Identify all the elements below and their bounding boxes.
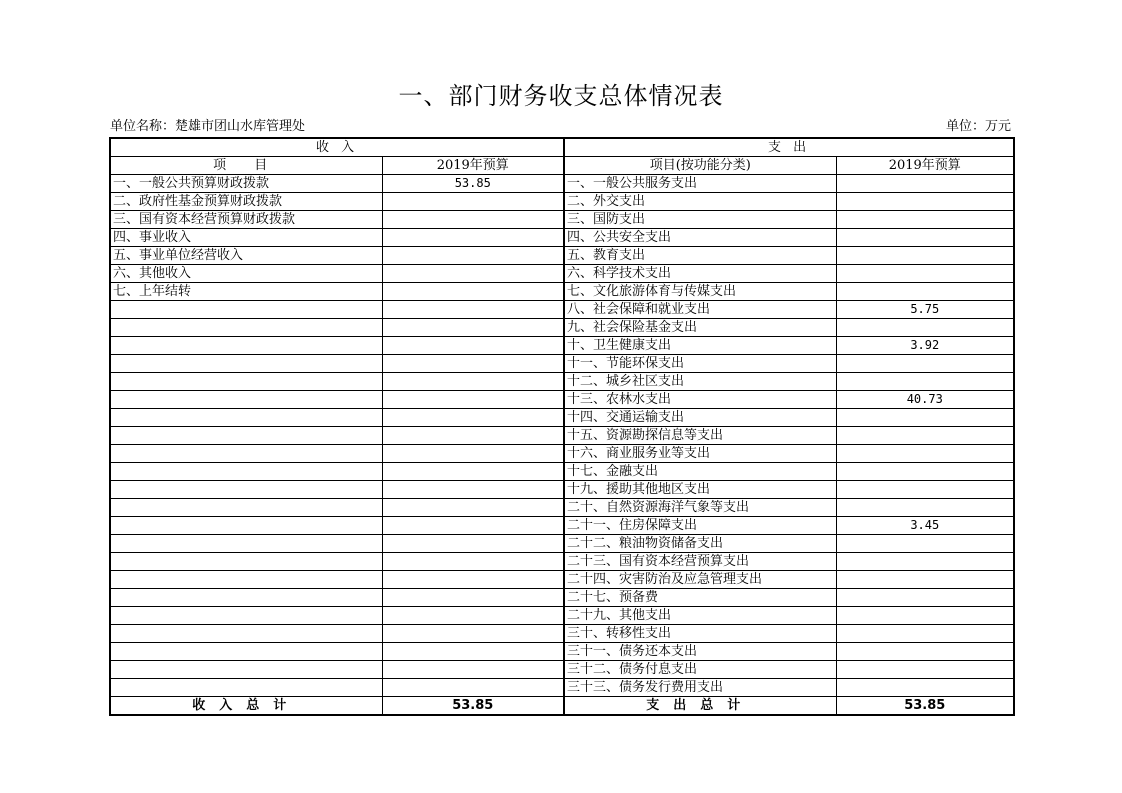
income-value-cell <box>382 481 564 499</box>
expense-item-cell: 二十、自然资源海洋气象等支出 <box>564 499 836 517</box>
table-row <box>110 607 1014 625</box>
table-row <box>110 247 1014 265</box>
income-value-cell <box>382 571 564 589</box>
expense-value-cell <box>836 607 1014 625</box>
income-item-cell: 七、上年结转 <box>110 283 382 301</box>
expense-value-cell <box>836 481 1014 499</box>
income-value-cell <box>382 517 564 535</box>
expense-value-cell <box>836 589 1014 607</box>
income-item-cell <box>110 445 382 463</box>
table-row <box>110 319 1014 337</box>
income-item-cell <box>110 355 382 373</box>
income-value-cell <box>382 643 564 661</box>
income-item-cell: 五、事业单位经营收入 <box>110 247 382 265</box>
expense-value-cell <box>836 319 1014 337</box>
income-item-cell <box>110 607 382 625</box>
table-row <box>110 463 1014 481</box>
income-value-cell <box>382 355 564 373</box>
income-value-cell <box>382 607 564 625</box>
expense-item-cell: 六、科学技术支出 <box>564 265 836 283</box>
expense-item-cell: 三、国防支出 <box>564 211 836 229</box>
expense-item-cell: 二十二、粮油物资储备支出 <box>564 535 836 553</box>
expense-value-cell: 3.92 <box>836 337 1014 355</box>
budget-table <box>109 137 1015 716</box>
expense-value-cell <box>836 499 1014 517</box>
expense-item-cell: 十六、商业服务业等支出 <box>564 445 836 463</box>
income-total-label: 收入总计 <box>110 697 382 716</box>
income-item-cell: 三、国有资本经营预算财政拨款 <box>110 211 382 229</box>
expense-item-cell: 二十三、国有资本经营预算支出 <box>564 553 836 571</box>
table-row <box>110 301 1014 319</box>
expense-value-cell: 5.75 <box>836 301 1014 319</box>
income-value-cell <box>382 679 564 697</box>
expense-item-header: 项目(按功能分类) <box>564 157 836 175</box>
expense-item-cell: 三十、转移性支出 <box>564 625 836 643</box>
expense-item-cell: 二、外交支出 <box>564 193 836 211</box>
income-value-cell <box>382 445 564 463</box>
table-row <box>110 265 1014 283</box>
table-row <box>110 337 1014 355</box>
expense-value-cell <box>836 193 1014 211</box>
expense-item-cell: 二十四、灾害防治及应急管理支出 <box>564 571 836 589</box>
income-item-cell: 一、一般公共预算财政拨款 <box>110 175 382 193</box>
expense-item-cell: 十、卫生健康支出 <box>564 337 836 355</box>
expense-item-cell: 十二、城乡社区支出 <box>564 373 836 391</box>
table-row <box>110 553 1014 571</box>
income-item-cell: 六、其他收入 <box>110 265 382 283</box>
expense-item-cell: 二十九、其他支出 <box>564 607 836 625</box>
income-value-cell <box>382 589 564 607</box>
income-value-cell <box>382 661 564 679</box>
expense-value-cell <box>836 571 1014 589</box>
table-row <box>110 427 1014 445</box>
expense-item-cell: 十三、农林水支出 <box>564 391 836 409</box>
income-value-cell <box>382 409 564 427</box>
income-value-cell <box>382 427 564 445</box>
total-row <box>110 697 1014 716</box>
income-value-cell <box>382 535 564 553</box>
income-total-value: 53.85 <box>382 697 564 716</box>
income-value-cell <box>382 229 564 247</box>
expense-value-cell <box>836 229 1014 247</box>
table-row <box>110 175 1014 193</box>
expense-item-cell: 三十一、债务还本支出 <box>564 643 836 661</box>
expense-item-cell: 三十二、债务付息支出 <box>564 661 836 679</box>
expense-item-cell: 十四、交通运输支出 <box>564 409 836 427</box>
income-item-cell <box>110 463 382 481</box>
expense-value-cell <box>836 247 1014 265</box>
income-value-cell: 53.85 <box>382 175 564 193</box>
income-item-cell <box>110 625 382 643</box>
expense-item-cell: 三十三、债务发行费用支出 <box>564 679 836 697</box>
income-item-cell <box>110 589 382 607</box>
expense-item-cell: 十五、资源勘探信息等支出 <box>564 427 836 445</box>
income-item-cell <box>110 517 382 535</box>
table-row <box>110 535 1014 553</box>
income-header: 收 入 <box>110 138 564 157</box>
expense-item-cell: 十九、援助其他地区支出 <box>564 481 836 499</box>
expense-total-value: 53.85 <box>836 697 1014 716</box>
table-row <box>110 517 1014 535</box>
expense-item-cell: 七、文化旅游体育与传媒支出 <box>564 283 836 301</box>
expense-value-cell <box>836 409 1014 427</box>
income-item-cell <box>110 499 382 517</box>
income-item-cell <box>110 319 382 337</box>
table-row <box>110 283 1014 301</box>
income-item-header: 项 目 <box>110 157 382 175</box>
table-row <box>110 193 1014 211</box>
income-value-cell <box>382 373 564 391</box>
expense-header: 支 出 <box>564 138 1014 157</box>
income-budget-header: 2019年预算 <box>382 157 564 175</box>
expense-value-cell <box>836 625 1014 643</box>
income-value-cell <box>382 265 564 283</box>
header-row-group <box>110 138 1014 157</box>
income-item-cell: 四、事业收入 <box>110 229 382 247</box>
income-item-cell: 二、政府性基金预算财政拨款 <box>110 193 382 211</box>
income-item-cell <box>110 373 382 391</box>
expense-budget-header: 2019年预算 <box>836 157 1014 175</box>
expense-item-cell: 四、公共安全支出 <box>564 229 836 247</box>
expense-value-cell <box>836 643 1014 661</box>
expense-item-cell: 十一、节能环保支出 <box>564 355 836 373</box>
expense-value-cell <box>836 661 1014 679</box>
expense-total-label: 支出总计 <box>564 697 836 716</box>
expense-value-cell <box>836 445 1014 463</box>
income-item-cell <box>110 427 382 445</box>
income-item-cell <box>110 535 382 553</box>
income-value-cell <box>382 247 564 265</box>
expense-item-cell: 二十一、住房保障支出 <box>564 517 836 535</box>
table-row <box>110 355 1014 373</box>
unit-name: 单位名称：楚雄市团山水库管理处 <box>110 119 306 134</box>
income-value-cell <box>382 301 564 319</box>
expense-value-cell: 3.45 <box>836 517 1014 535</box>
income-value-cell <box>382 319 564 337</box>
table-row <box>110 211 1014 229</box>
expense-value-cell <box>836 373 1014 391</box>
income-item-cell <box>110 409 382 427</box>
income-item-cell <box>110 337 382 355</box>
table-row <box>110 409 1014 427</box>
income-item-cell <box>110 553 382 571</box>
table-row <box>110 643 1014 661</box>
income-item-cell <box>110 301 382 319</box>
expense-value-cell <box>836 679 1014 697</box>
expense-value-cell <box>836 283 1014 301</box>
income-item-cell <box>110 571 382 589</box>
expense-value-cell <box>836 427 1014 445</box>
expense-value-cell <box>836 553 1014 571</box>
table-row <box>110 373 1014 391</box>
income-value-cell <box>382 463 564 481</box>
income-value-cell <box>382 211 564 229</box>
income-item-cell <box>110 481 382 499</box>
expense-value-cell <box>836 535 1014 553</box>
income-value-cell <box>382 193 564 211</box>
income-item-cell <box>110 391 382 409</box>
income-value-cell <box>382 499 564 517</box>
table-row <box>110 481 1014 499</box>
expense-item-cell: 十七、金融支出 <box>564 463 836 481</box>
table-row <box>110 445 1014 463</box>
expense-item-cell: 九、社会保险基金支出 <box>564 319 836 337</box>
table-row <box>110 499 1014 517</box>
expense-item-cell: 二十七、预备费 <box>564 589 836 607</box>
table-row <box>110 229 1014 247</box>
expense-value-cell <box>836 355 1014 373</box>
income-value-cell <box>382 337 564 355</box>
expense-item-cell: 五、教育支出 <box>564 247 836 265</box>
table-row <box>110 661 1014 679</box>
expense-value-cell: 40.73 <box>836 391 1014 409</box>
expense-value-cell <box>836 175 1014 193</box>
income-item-cell <box>110 661 382 679</box>
expense-value-cell <box>836 211 1014 229</box>
header-row-columns <box>110 157 1014 175</box>
table-row <box>110 625 1014 643</box>
table-row <box>110 679 1014 697</box>
income-value-cell <box>382 625 564 643</box>
table-row <box>110 589 1014 607</box>
expense-value-cell <box>836 463 1014 481</box>
income-value-cell <box>382 391 564 409</box>
income-item-cell <box>110 679 382 697</box>
table-row <box>110 391 1014 409</box>
income-value-cell <box>382 283 564 301</box>
expense-item-cell: 八、社会保障和就业支出 <box>564 301 836 319</box>
expense-value-cell <box>836 265 1014 283</box>
income-item-cell <box>110 643 382 661</box>
unit-label: 单位：万元 <box>945 119 1011 134</box>
table-row <box>110 571 1014 589</box>
expense-item-cell: 一、一般公共服务支出 <box>564 175 836 193</box>
income-value-cell <box>382 553 564 571</box>
page-title: 一、部门财务收支总体情况表 <box>398 82 724 110</box>
